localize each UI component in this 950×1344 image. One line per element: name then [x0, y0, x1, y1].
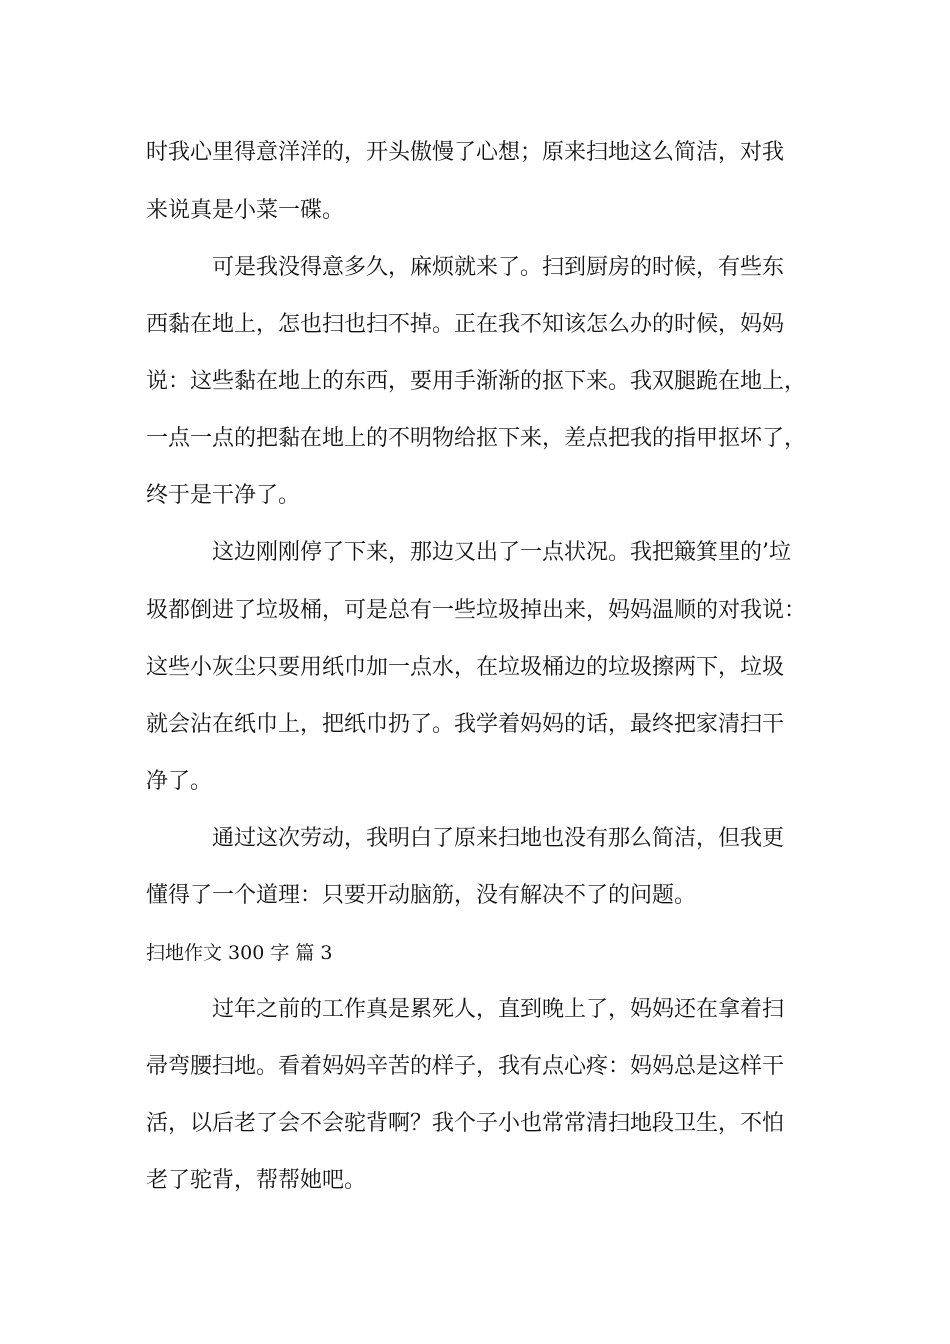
paragraph-line: 活，以后老了会不会驼背啊？我个子小也常常清扫地段卫生，不怕	[146, 1111, 785, 1136]
paragraph-line: 通过这次劳动，我明白了原来扫地也没有那么简洁，但我更	[212, 826, 785, 851]
paragraph-line: 圾都倒进了垃圾桶，可是总有一些垃圾掉出来，妈妈温顺的对我说：	[146, 598, 807, 623]
paragraph-line: 时我心里得意洋洋的，开头傲慢了心想；原来扫地这么简洁，对我	[146, 140, 785, 165]
paragraph-line: 终于是干净了。	[146, 483, 301, 508]
paragraph-line: 净了。	[146, 769, 213, 794]
section-heading: 扫地作文 300 字 篇 3	[146, 942, 333, 964]
paragraph-line: 就会沾在纸巾上，把纸巾扔了。我学着妈妈的话，最终把家清扫干	[146, 712, 785, 737]
paragraph-line: 可是我没得意多久，麻烦就来了。扫到厨房的时候，有些东	[212, 255, 785, 280]
paragraph-line: 西黏在地上，怎也扫也扫不掉。正在我不知该怎么办的时候，妈妈	[146, 312, 785, 337]
paragraph-line: 一点一点的把黏在地上的不明物给抠下来，差点把我的指甲抠坏了，	[146, 426, 807, 451]
paragraph-line: 帚弯腰扫地。看着妈妈辛苦的样子，我有点心疼：妈妈总是这样干	[146, 1054, 785, 1079]
paragraph-line: 这些小灰尘只要用纸巾加一点水，在垃圾桶边的垃圾擦两下，垃圾	[146, 655, 785, 680]
paragraph-line: 老了驼背，帮帮她吧。	[146, 1168, 367, 1193]
paragraph-line: 懂得了一个道理：只要开动脑筋，没有解决不了的问题。	[146, 883, 697, 908]
paragraph-line: 说：这些黏在地上的东西，要用手渐渐的抠下来。我双腿跪在地上，	[146, 369, 807, 394]
paragraph-line: 这边刚刚停了下来，那边又出了一点状况。我把簸箕里的’垃	[212, 540, 791, 565]
paragraph-line: 来说真是小菜一碟。	[146, 198, 345, 223]
paragraph-line: 过年之前的工作真是累死人，直到晚上了，妈妈还在拿着扫	[212, 997, 785, 1022]
